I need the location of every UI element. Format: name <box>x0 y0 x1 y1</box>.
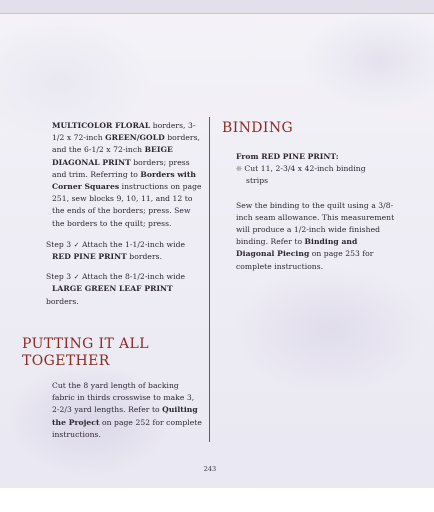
section-heading <box>22 336 202 370</box>
text: Attach the 8-1/2-inch wide <box>79 272 186 282</box>
text: strips <box>246 176 269 186</box>
text: Cut 11, 2-3/4 x 42-inch binding <box>241 164 366 174</box>
text: borders, 3-1/2 x 72-inch <box>52 121 196 143</box>
step-label: Step 3 <box>46 239 72 249</box>
reference-title: Borders with Corner Squares <box>52 169 196 192</box>
fabric-name: GREEN/GOLD <box>105 133 165 143</box>
heading-line: TOGETHER <box>22 353 110 369</box>
step-3-green-leaf <box>46 271 202 308</box>
borders-paragraph <box>52 120 202 230</box>
text: Attach the 1-1/2-inch wide <box>79 239 186 249</box>
check-icon: ✓ <box>73 240 80 249</box>
page-number: 243 <box>203 465 217 473</box>
check-icon: ✓ <box>73 273 80 282</box>
step-label: Step 3 <box>46 272 72 282</box>
text: on page 252 for complete instructions. <box>52 417 202 439</box>
fabric-name: MULTICOLOR FLORAL <box>52 121 151 130</box>
reference-title: Binding and Diagonal Piecing <box>236 237 358 259</box>
snowflake-icon: ❊ <box>236 165 242 174</box>
left-column <box>46 120 202 316</box>
text: borders, and the 6-1/2 x 72-inch <box>52 133 200 155</box>
text: instructions on page 251, sew blocks 9, 10, 11, and 12 to the ends of the borders; press. Sew the borders to the quilt; press. <box>52 182 202 228</box>
right-column <box>222 120 395 273</box>
binding-heading: BINDING <box>222 120 294 136</box>
bottom-margin <box>0 488 434 512</box>
fabric-name: BEIGE DIAGONAL PRINT <box>52 145 173 167</box>
binding-paragraph <box>236 200 396 273</box>
top-rule <box>0 0 434 14</box>
reference-title: Quilting the Project <box>52 405 198 427</box>
text: on page 253 for complete instructions. <box>236 249 374 271</box>
fabric-name: RED PINE PRINT <box>52 252 127 262</box>
text: Cut the 8 yard length of backing fabric in thirds crosswise to make 3, 2-2/3 yard lengths. Refer to <box>52 381 195 415</box>
heading-line: PUTTING IT ALL <box>22 336 149 352</box>
text: Sew the binding to the quilt using a 3/8-inch seam allowance. This measurement will produce a 1/2-inch wide finished binding. Refer to <box>236 200 395 247</box>
backing-paragraph <box>52 380 202 441</box>
text: borders. <box>46 296 79 306</box>
cut-from-label: From RED PINE PRINT: <box>236 152 339 161</box>
text: borders. <box>126 252 163 262</box>
column-divider <box>209 117 210 442</box>
fabric-name: LARGE GREEN LEAF PRINT <box>52 284 173 294</box>
binding-cut-list <box>236 151 392 188</box>
putting-it-together-section <box>22 336 202 441</box>
step-3-red-pine <box>46 239 202 263</box>
text: borders; press and trim. Referring to <box>52 157 190 179</box>
